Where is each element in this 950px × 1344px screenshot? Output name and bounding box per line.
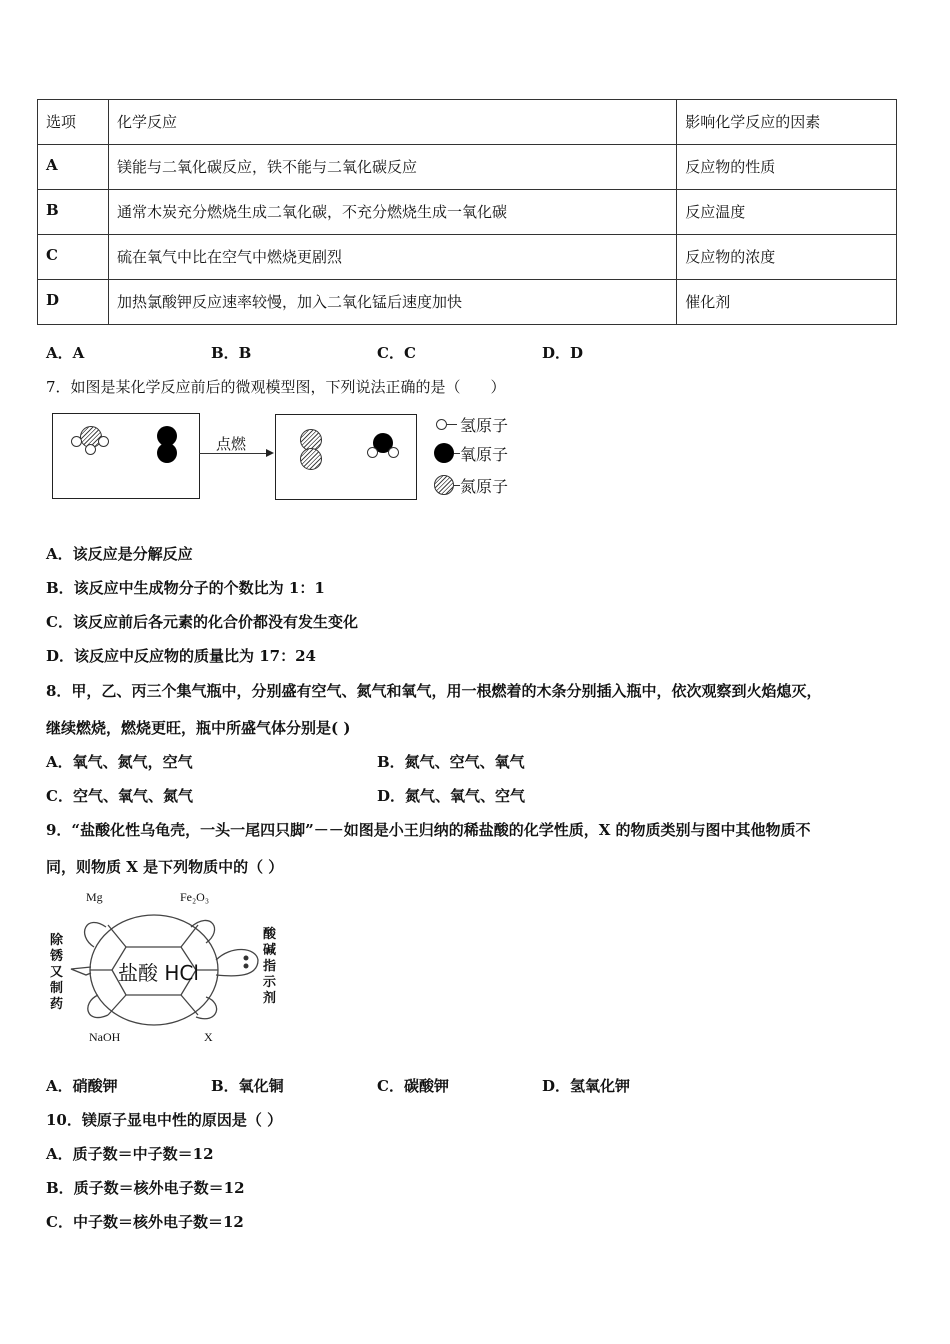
turtle-label-mg: Mg	[86, 890, 103, 904]
q10-option-a[interactable]: A．质子数＝中子数＝12	[46, 1145, 214, 1163]
header-factor: 影响化学反应的因素	[677, 100, 897, 145]
row-reaction: 镁能与二氧化碳反应，铁不能与二氧化碳反应	[108, 145, 676, 190]
row-factor: 反应物的性质	[677, 145, 897, 190]
turtle-head-label: 酸碱指示剂	[263, 927, 277, 1006]
turtle-label-fe2o3: Fe₂O₃	[180, 890, 210, 904]
table-header-row	[38, 100, 897, 145]
turtle-label-x: X	[204, 1030, 213, 1044]
legend-hydrogen-label: 氢原子	[460, 416, 509, 435]
q9-option-b[interactable]: B．氧化铜	[211, 1077, 284, 1095]
q7-molecular-model-figure	[52, 412, 532, 502]
hydrogen-atom-icon	[367, 447, 378, 458]
q9-turtle-figure	[46, 885, 286, 1050]
legend-hydrogen-icon	[436, 419, 447, 430]
nitrogen-atom-icon	[300, 448, 322, 470]
reaction-factors-table	[37, 99, 897, 325]
turtle-center-label: 盐酸 HCl	[118, 961, 199, 985]
q7-option-a[interactable]: A．该反应是分解反应	[46, 545, 193, 563]
row-reaction: 加热氯酸钾反应速率较慢，加入二氧化锰后速度加快	[108, 280, 676, 325]
row-option: D	[38, 280, 109, 325]
oxygen-atom-icon	[157, 443, 177, 463]
q6-option-a[interactable]: A．A	[46, 344, 85, 362]
legend-oxygen-label: 氧原子	[460, 445, 509, 464]
hydrogen-atom-icon	[388, 447, 399, 458]
reactants-box	[52, 413, 200, 499]
q7-option-b[interactable]: B．该反应中生成物分子的个数比为 1：1	[46, 579, 325, 597]
reaction-arrow	[199, 453, 267, 454]
hydrogen-atom-icon	[85, 444, 96, 455]
q9-option-c[interactable]: C．碳酸钾	[377, 1077, 449, 1095]
legend-oxygen-icon	[434, 443, 454, 463]
hydrogen-atom-icon	[98, 436, 109, 447]
row-factor: 反应温度	[677, 190, 897, 235]
row-factor: 反应物的浓度	[677, 235, 897, 280]
q6-option-c[interactable]: C．C	[377, 344, 416, 362]
legend-dash	[447, 424, 457, 425]
q6-option-b[interactable]: B．B	[211, 344, 252, 362]
q8-stem-line1: 8．甲，乙、丙三个集气瓶中，分别盛有空气、氮气和氧气，用一根燃着的木条分别插入瓶中，依次观察到火焰熄灭，	[46, 682, 822, 700]
row-reaction: 通常木炭充分燃烧生成二氧化碳，不充分燃烧生成一氧化碳	[108, 190, 676, 235]
row-option: A	[38, 145, 109, 190]
table-row	[38, 145, 897, 190]
q8-option-d[interactable]: D．氮气、氧气、空气	[377, 787, 526, 805]
q6-option-d[interactable]: D．D	[542, 344, 584, 362]
q9-option-a[interactable]: A．硝酸钾	[46, 1077, 118, 1095]
header-reaction: 化学反应	[108, 100, 676, 145]
table-row	[38, 235, 897, 280]
q7-stem: 7．如图是某化学反应前后的微观模型图，下列说法正确的是（ ）	[46, 378, 506, 396]
q8-option-c[interactable]: C．空气、氧气、氮气	[46, 787, 193, 805]
q8-stem-line2: 继续燃烧，燃烧更旺，瓶中所盛气体分别是( )	[46, 719, 351, 737]
q9-stem-line2: 同，则物质 X 是下列物质中的（ ）	[46, 858, 284, 876]
header-option: 选项	[38, 100, 109, 145]
q10-stem: 10．镁原子显电中性的原因是（ ）	[46, 1111, 283, 1129]
q9-option-d[interactable]: D．氢氧化钾	[542, 1077, 631, 1095]
q10-option-c[interactable]: C．中子数＝核外电子数＝12	[46, 1213, 244, 1231]
legend-nitrogen-label: 氮原子	[460, 477, 509, 496]
row-reaction: 硫在氧气中比在空气中燃烧更剧烈	[108, 235, 676, 280]
turtle-label-naoh: NaOH	[89, 1030, 121, 1044]
q10-option-b[interactable]: B．质子数＝核外电子数＝12	[46, 1179, 245, 1197]
table-row	[38, 280, 897, 325]
legend-nitrogen-icon	[434, 475, 454, 495]
products-box	[275, 414, 417, 500]
table-row	[38, 190, 897, 235]
q7-option-c[interactable]: C．该反应前后各元素的化合价都没有发生变化	[46, 613, 358, 631]
row-option: C	[38, 235, 109, 280]
hydrogen-atom-icon	[71, 436, 82, 447]
turtle-tail-label: 除锈又制药	[50, 933, 64, 1012]
q8-option-a[interactable]: A．氧气、氮气，空气	[46, 753, 193, 771]
row-factor: 催化剂	[677, 280, 897, 325]
q8-option-b[interactable]: B．氮气、空气、氧气	[377, 753, 525, 771]
arrow-head-icon	[266, 449, 274, 457]
ignite-label: 点燃	[216, 435, 247, 453]
row-option: B	[38, 190, 109, 235]
q7-option-d[interactable]: D．该反应中反应物的质量比为 17：24	[46, 647, 316, 665]
q9-stem-line1: 9．“盐酸化性乌龟壳，一头一尾四只脚”－－如图是小王归纳的稀盐酸的化学性质，X 的物质类别与图中其他物质不	[46, 821, 811, 839]
